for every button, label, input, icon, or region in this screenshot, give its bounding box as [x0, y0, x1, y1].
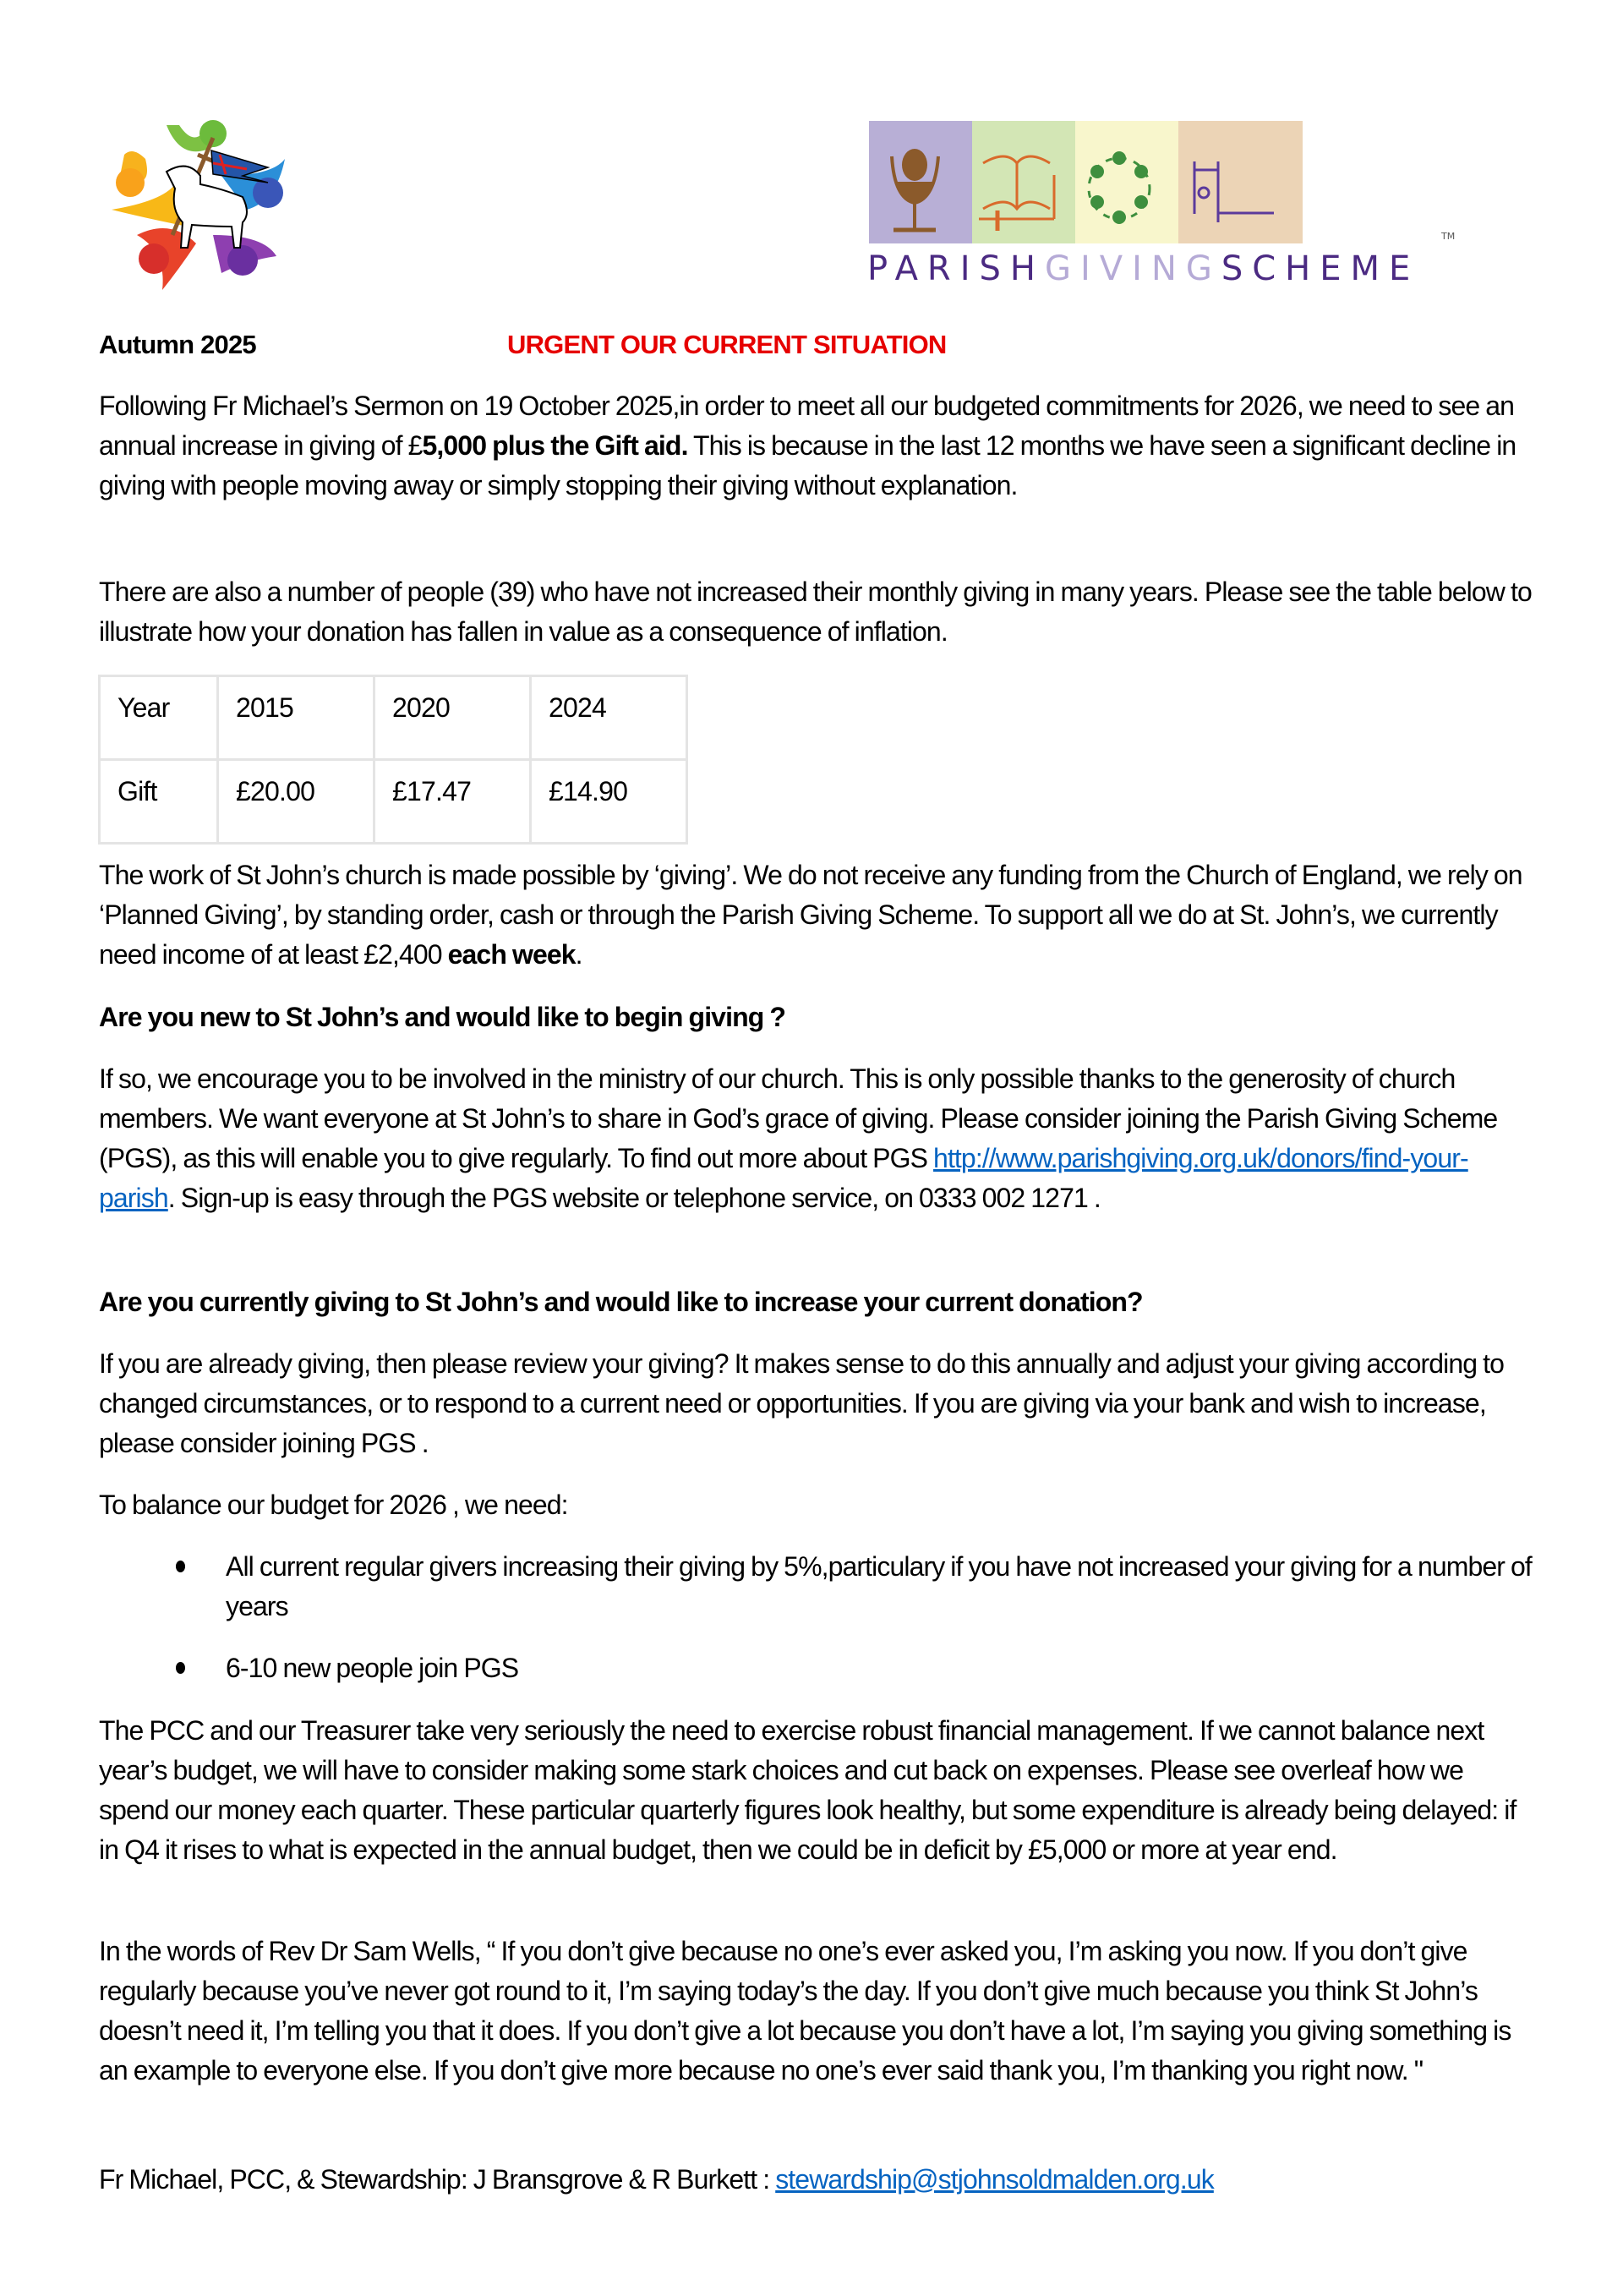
new-givers-text-continued: . Sign-up is easy through the PGS website or telephone service, on 0333 002 1271 .: [167, 1183, 1101, 1213]
inflation-paragraph: There are also a number of people (39) who have not increased their monthly giving in many years. Please see the table below to illustrate how your donation has fallen in value as a consequence of inflation.: [99, 577, 1532, 647]
new-givers-paragraph: [99, 1059, 1536, 1218]
sam-wells-quote: In the words of Rev Dr Sam Wells, “ If you don’t give because no one’s ever asked you, I’m asking you now. If you don’t give regularly because you’ve never got round to it, I’m saying today’s the day. If you don’t give much because you think St John’s doesn’t need it, I’m telling you that it does. If you don’t give a lot because you don’t have a lot, I’m saying you giving something is an example to everyone else. If you don’t give more because no one’s ever said thank you, I’m thanking you right now. ": [99, 1936, 1511, 2086]
list-item-text: All current regular givers increasing their giving by 5%,particulary if you have not increased your giving for a number of years: [226, 1551, 1532, 1621]
table-cell: Gift: [100, 760, 218, 844]
funding-bold: each week: [447, 939, 576, 970]
pgs-wordmark: [867, 249, 1419, 288]
pgs-word-parish: PARISH: [867, 249, 1045, 288]
current-givers-paragraph: If you are already giving, then please review your giving? It makes sense to do this annually and adjust your giving according to changed circumstances, or to respond to a current need or opportunities. If you are giving via your bank and wish to increase, please consider joining PGS .: [99, 1348, 1505, 1458]
season-label: Autumn 2025: [99, 330, 256, 359]
budget-intro: To balance our budget for 2026 , we need:: [99, 1490, 568, 1520]
table-cell: £14.90: [531, 760, 687, 844]
intro-text: Following Fr Michael’s Sermon on 19 October 2025,in order to meet all our budgeted commitments for 2026, we need to see an annual increase in giving of £: [99, 391, 1515, 461]
new-givers-text: If so, we encourage you to be involved in the ministry of our church. This is only possible thanks to the generosity of church members. We want everyone at St John’s to share in God’s grace of giving. Please consider joining the Parish Giving Scheme (PGS), as this will enable you to give regularly. To find out more about PGS: [99, 1063, 1498, 1173]
current-givers-heading: Are you currently giving to St John’s and would like to increase your current donation?: [99, 1287, 1143, 1317]
table-row: [100, 760, 687, 844]
bullet-icon: [176, 1662, 185, 1674]
intro-bold-amount: 5,000 plus the Gift aid.: [422, 430, 688, 461]
parish-giving-scheme-logo: [862, 114, 1479, 292]
funding-paragraph: [99, 856, 1536, 975]
table-cell: 2024: [531, 676, 687, 760]
table-cell: £17.47: [374, 760, 531, 844]
list-item: [99, 1547, 1536, 1626]
funding-text: The work of St John’s church is made possible by ‘giving’. We do not receive any funding from the Church of England, we rely on ‘Planned Giving’, by standing order, cash or through the Parish Giving Scheme. To support all we do at St. John’s, we currently need income of at least £2,400: [99, 860, 1522, 970]
intro-text-continued: This is because in the last 12 months we have seen a significant decline in giving with people moving away or simply stopping their giving without explanation.: [99, 430, 1516, 500]
inflation-table: [98, 675, 688, 845]
pcc-paragraph: The PCC and our Treasurer take very seriously the need to exercise robust financial management. If we cannot balance next year’s budget, we will have to consider making some stark choices and cut back on expenses. Please see overleaf how we spend our money each quarter. These particular quarterly figures look healthy, but some expenditure is already being delayed: if in Q4 it rises to what is expected in the annual budget, then we could be in deficit by £5,000 or more at year end.: [99, 1715, 1516, 1865]
new-givers-heading: Are you new to St John’s and would like to begin giving ?: [99, 1002, 785, 1032]
urgent-title: URGENT OUR CURRENT SITUATION: [507, 330, 947, 359]
table-cell: Year: [100, 676, 218, 760]
church-logo: [95, 108, 298, 294]
trademark-symbol: TM: [1441, 231, 1456, 242]
table-cell: 2020: [374, 676, 531, 760]
pgs-word-giving: GIVING: [1044, 249, 1221, 288]
funding-period: .: [575, 939, 582, 970]
care-tile: [1178, 121, 1303, 243]
signature-line: [99, 2160, 1536, 2200]
table-cell: £20.00: [218, 760, 374, 844]
table-row: [100, 676, 687, 760]
bullet-icon: [176, 1561, 185, 1572]
pgs-word-scheme: SCHEME: [1221, 249, 1420, 288]
pgs-find-parish-link[interactable]: http://www.parishgiving.org.uk/donors/find-your-parish: [99, 1143, 1468, 1213]
budget-needs-list: [99, 1547, 1536, 1688]
signature-text: Fr Michael, PCC, & Stewardship: J Bransgrove & R Burkett :: [99, 2164, 776, 2195]
intro-paragraph: [99, 386, 1536, 506]
list-item-text: 6-10 new people join PGS: [226, 1653, 519, 1683]
list-item: [99, 1648, 1536, 1688]
table-cell: 2015: [218, 676, 374, 760]
stewardship-email-link[interactable]: stewardship@stjohnsoldmalden.org.uk: [775, 2164, 1214, 2195]
